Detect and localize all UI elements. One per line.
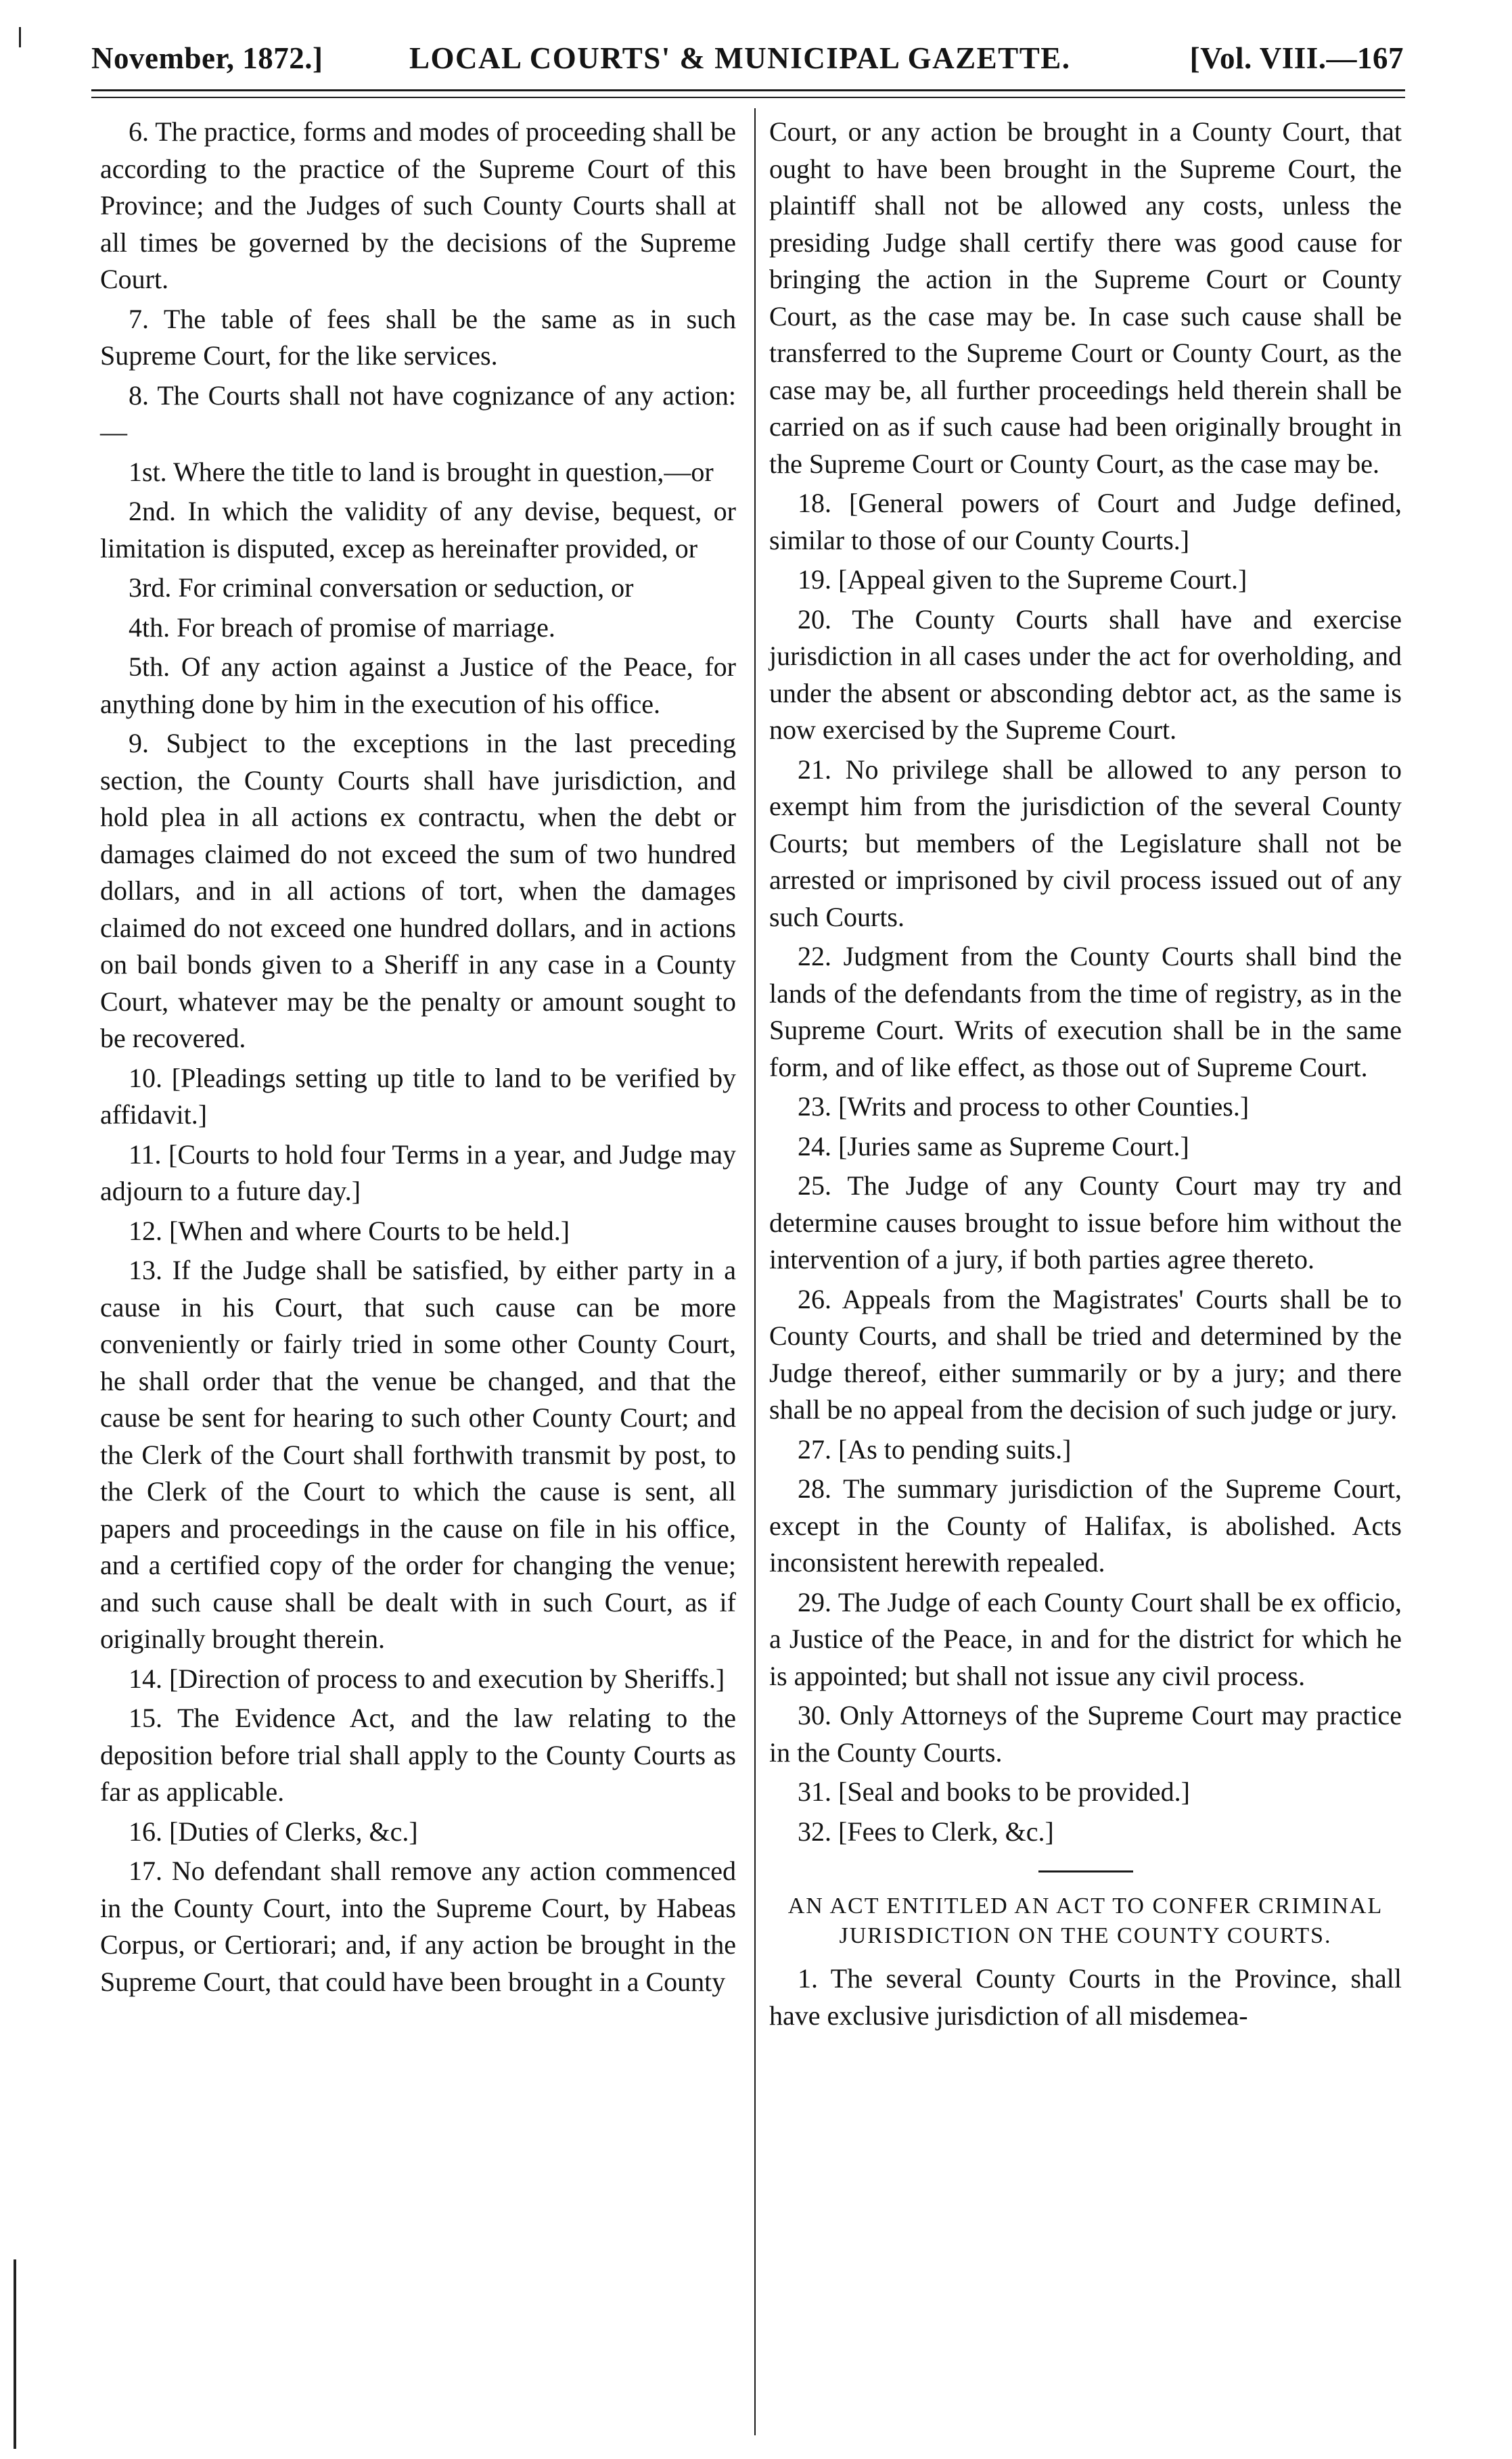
section-22: 22. Judgment from the County Courts shall bind the lands of the defendants from the time of registry, as in the Supreme Court. Writs of execution shall be in the same form, and of like effect, as those out of Supreme Court. bbox=[769, 941, 1402, 1082]
section-24: 24. [Juries same as Supreme Court.] bbox=[798, 1130, 1189, 1162]
column-divider bbox=[754, 108, 756, 2435]
header-volume-page: [Vol. VIII.—167 bbox=[1189, 41, 1404, 75]
section-20: 20. The County Courts shall have and exercise jurisdiction in all cases under the act for overholding, and under the absent or absconding debtor act, as the same is now exercised by the Supreme Court. bbox=[769, 603, 1402, 745]
section-11: 11. [Courts to hold four Terms in a year, and Judge may adjourn to a future day.] bbox=[100, 1139, 736, 1206]
section-16: 16. [Duties of Clerks, &c.] bbox=[129, 1816, 418, 1847]
section-divider bbox=[1038, 1870, 1133, 1872]
right-column bbox=[769, 114, 1402, 2037]
section-26: 26. Appeals from the Magistrates' Courts shall be to County Courts, and shall be tried and determined by the Judge thereof, either summarily or by a jury; and there shall be no appeal from the decision of such judge or jury. bbox=[769, 1283, 1402, 1425]
section-28: 28. The summary jurisdiction of the Supreme Court, except in the County of Halifax, is abolished. Acts inconsistent herewith repealed. bbox=[769, 1473, 1402, 1578]
section-8: 8. The Courts shall not have cognizance of any action:— bbox=[100, 380, 736, 447]
section-21: 21. No privilege shall be allowed to any person to exempt him from the jurisdiction of the several County Courts; but members of the Legislature shall not be arrested or imprisoned by civil process issued out of any such Courts. bbox=[769, 754, 1402, 932]
section-17-continued: Court, or any action be brought in a County Court, that ought to have been brought in the Supreme Court, the plaintiff shall not be allowed any costs, unless the presiding Judge shall certify there was good cause for bringing the action in the Supreme Court or County Court, as the case may be. In case such cause shall be transferred to the Supreme Court or County Court, as the case may be, all further proceedings held therein shall be carried on as if such cause had been originally brought in the Supreme Court or County Court, as the case may be. bbox=[769, 116, 1402, 479]
criminal-act-section-1: 1. The several County Courts in the Province, shall have exclusive jurisdiction of all misdemea- bbox=[769, 1963, 1402, 2031]
act-heading: AN ACT ENTITLED AN ACT TO CONFER CRIMINAL JURISDICTION ON THE COUNTY COURTS. bbox=[787, 1893, 1383, 1948]
section-12: 12. [When and where Courts to be held.] bbox=[129, 1215, 570, 1246]
section-8-item-1: 1st. Where the title to land is brought in question,—or bbox=[129, 456, 714, 487]
left-column bbox=[100, 114, 736, 2003]
section-29: 29. The Judge of each County Court shall be ex officio, a Justice of the Peace, in and for the district for which he is appointed; but shall not issue any civil process. bbox=[769, 1586, 1402, 1691]
section-8-item-4: 4th. For breach of promise of marriage. bbox=[129, 612, 555, 643]
section-17: 17. No defendant shall remove any action commenced in the County Court, into the Supreme Court, by Habeas Corpus, or Certiorari; and, if any action be brought in the Supreme Court, that could have been brought in a County bbox=[100, 1856, 736, 1997]
section-7: 7. The table of fees shall be the same as in such Supreme Court, for the like services. bbox=[100, 303, 736, 371]
section-23: 23. [Writs and process to other Counties.] bbox=[798, 1091, 1250, 1122]
section-13: 13. If the Judge shall be satisfied, by either party in a cause in his Court, that such cause can be more conveniently or fairly tried in some other County Court, he shall order that the venue be changed, and that the cause be sent for hearing to such other County Court; and the Clerk of the Court shall forthwith transmit by post, to the Clerk of the Court to which the cause is sent, all papers and proceedings in the cause on file in his office, and a certified copy of the order for changing the venue; and such cause shall be dealt with in such Court, as if originally brought therein. bbox=[100, 1255, 736, 1654]
section-19: 19. [Appeal given to the Supreme Court.] bbox=[798, 564, 1247, 595]
section-8-item-2: 2nd. In which the validity of any devise, bequest, or limitation is disputed, excep as hereinafter provided, or bbox=[100, 496, 736, 564]
section-6: 6. The practice, forms and modes of proceeding shall be according to the practice of the Supreme Court of this Province; and the Judges of such County Courts shall at all times be governed by the decisions of the Supreme Court. bbox=[100, 116, 736, 294]
header-rule-top bbox=[91, 89, 1405, 91]
section-10: 10. [Pleadings setting up title to land to be verified by affidavit.] bbox=[100, 1062, 736, 1130]
margin-mark bbox=[19, 27, 21, 47]
section-14: 14. [Direction of process to and execution by Sheriffs.] bbox=[129, 1663, 725, 1694]
header-publication-title: LOCAL COURTS' & MUNICIPAL GAZETTE. bbox=[409, 41, 1071, 75]
section-15: 15. The Evidence Act, and the law relating to the deposition before trial shall apply to the County Courts as far as applicable. bbox=[100, 1703, 736, 1807]
page-header bbox=[91, 35, 1404, 83]
section-18: 18. [General powers of Court and Judge defined, similar to those of our County Courts.] bbox=[769, 488, 1402, 555]
header-rule-bottom bbox=[91, 97, 1405, 98]
margin-mark bbox=[14, 2259, 16, 2449]
section-32: 32. [Fees to Clerk, &c.] bbox=[798, 1816, 1054, 1847]
header-date: November, 1872.] bbox=[91, 41, 323, 75]
section-9: 9. Subject to the exceptions in the last preceding section, the County Courts shall have jurisdiction, and hold plea in all actions ex contractu, when the debt or damages claimed do not exceed the sum of two hundred dollars, and in all actions of tort, when the damages claimed do not exceed one hundred dollars, and in actions on bail bonds given to a Sheriff in any case in a County Court, whatever may be the penalty or amount sought to be recovered. bbox=[100, 728, 736, 1053]
section-27: 27. [As to pending suits.] bbox=[798, 1433, 1072, 1465]
section-25: 25. The Judge of any County Court may try and determine causes brought to issue before him without the intervention of a jury, if both parties agree thereto. bbox=[769, 1170, 1402, 1274]
section-31: 31. [Seal and books to be provided.] bbox=[798, 1776, 1190, 1807]
section-8-item-3: 3rd. For criminal conversation or seduction, or bbox=[129, 572, 634, 603]
section-8-item-5: 5th. Of any action against a Justice of the Peace, for anything done by him in the execution of his office. bbox=[100, 651, 736, 719]
section-30: 30. Only Attorneys of the Supreme Court may practice in the County Courts. bbox=[769, 1700, 1402, 1768]
